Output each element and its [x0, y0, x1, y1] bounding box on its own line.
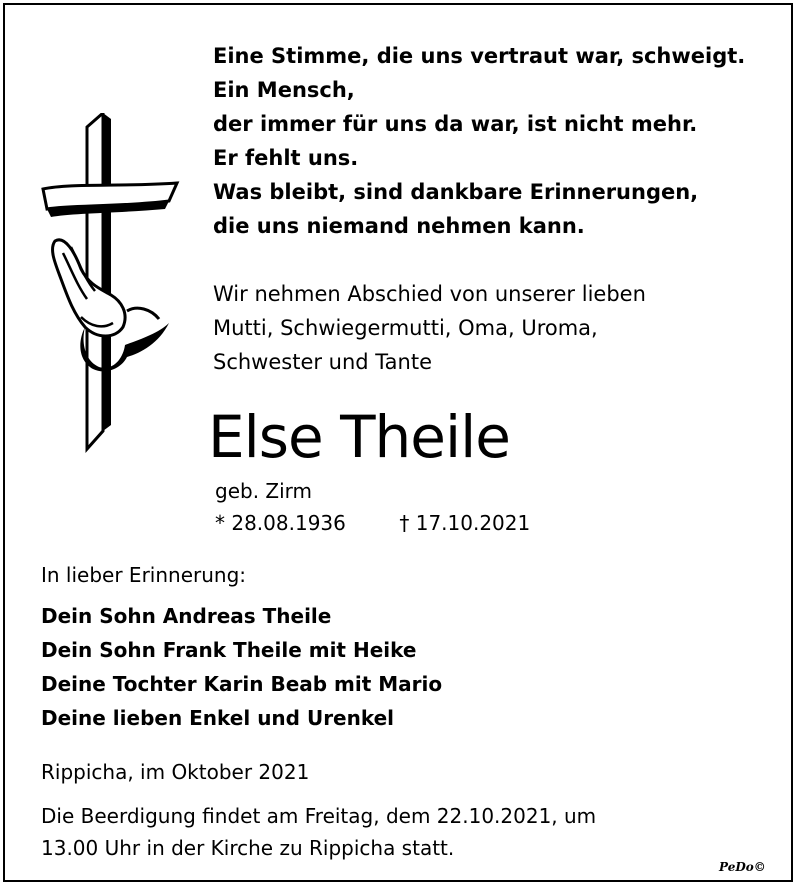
mourner-line: Deine lieben Enkel und Urenkel	[41, 706, 395, 730]
funeral-info	[41, 800, 596, 864]
verse-line: Er fehlt uns.	[213, 146, 359, 170]
funeral-line: 13.00 Uhr in der Kirche zu Rippicha statt.	[41, 836, 455, 860]
verse-line: Ein Mensch,	[213, 78, 355, 102]
deceased-name: Else Theile	[208, 403, 510, 471]
mourner-line: Deine Tochter Karin Beab mit Mario	[41, 672, 443, 696]
death-date: † 17.10.2021	[399, 511, 531, 535]
verse	[213, 39, 745, 243]
intro-line: Mutti, Schwiegermutti, Oma, Uroma,	[213, 316, 598, 340]
birth-date: * 28.08.1936	[215, 511, 346, 535]
maiden-name: geb. Zirm	[215, 479, 313, 503]
life-dates	[215, 508, 530, 538]
memory-label: In lieber Erinnerung:	[41, 563, 247, 587]
verse-line: die uns niemand nehmen kann.	[213, 214, 585, 238]
verse-line: Eine Stimme, die uns vertraut war, schweigt.	[213, 44, 746, 68]
intro-line: Schwester und Tante	[213, 350, 432, 374]
verse-line: Was bleibt, sind dankbare Erinnerungen,	[213, 180, 699, 204]
verse-line: der immer für uns da war, ist nicht mehr.	[213, 112, 698, 136]
obituary-notice	[3, 3, 793, 882]
cross-with-praying-hands-icon	[41, 113, 181, 463]
intro-line: Wir nehmen Abschied von unserer lieben	[213, 282, 646, 306]
designer-signature: PeDo©	[719, 860, 766, 874]
farewell-intro	[213, 277, 646, 379]
mourner-line: Dein Sohn Frank Theile mit Heike	[41, 638, 417, 662]
mourners-list	[41, 599, 442, 735]
place-date: Rippicha, im Oktober 2021	[41, 760, 310, 784]
funeral-line: Die Beerdigung findet am Freitag, dem 22.10.2021, um	[41, 804, 597, 828]
mourner-line: Dein Sohn Andreas Theile	[41, 604, 332, 628]
